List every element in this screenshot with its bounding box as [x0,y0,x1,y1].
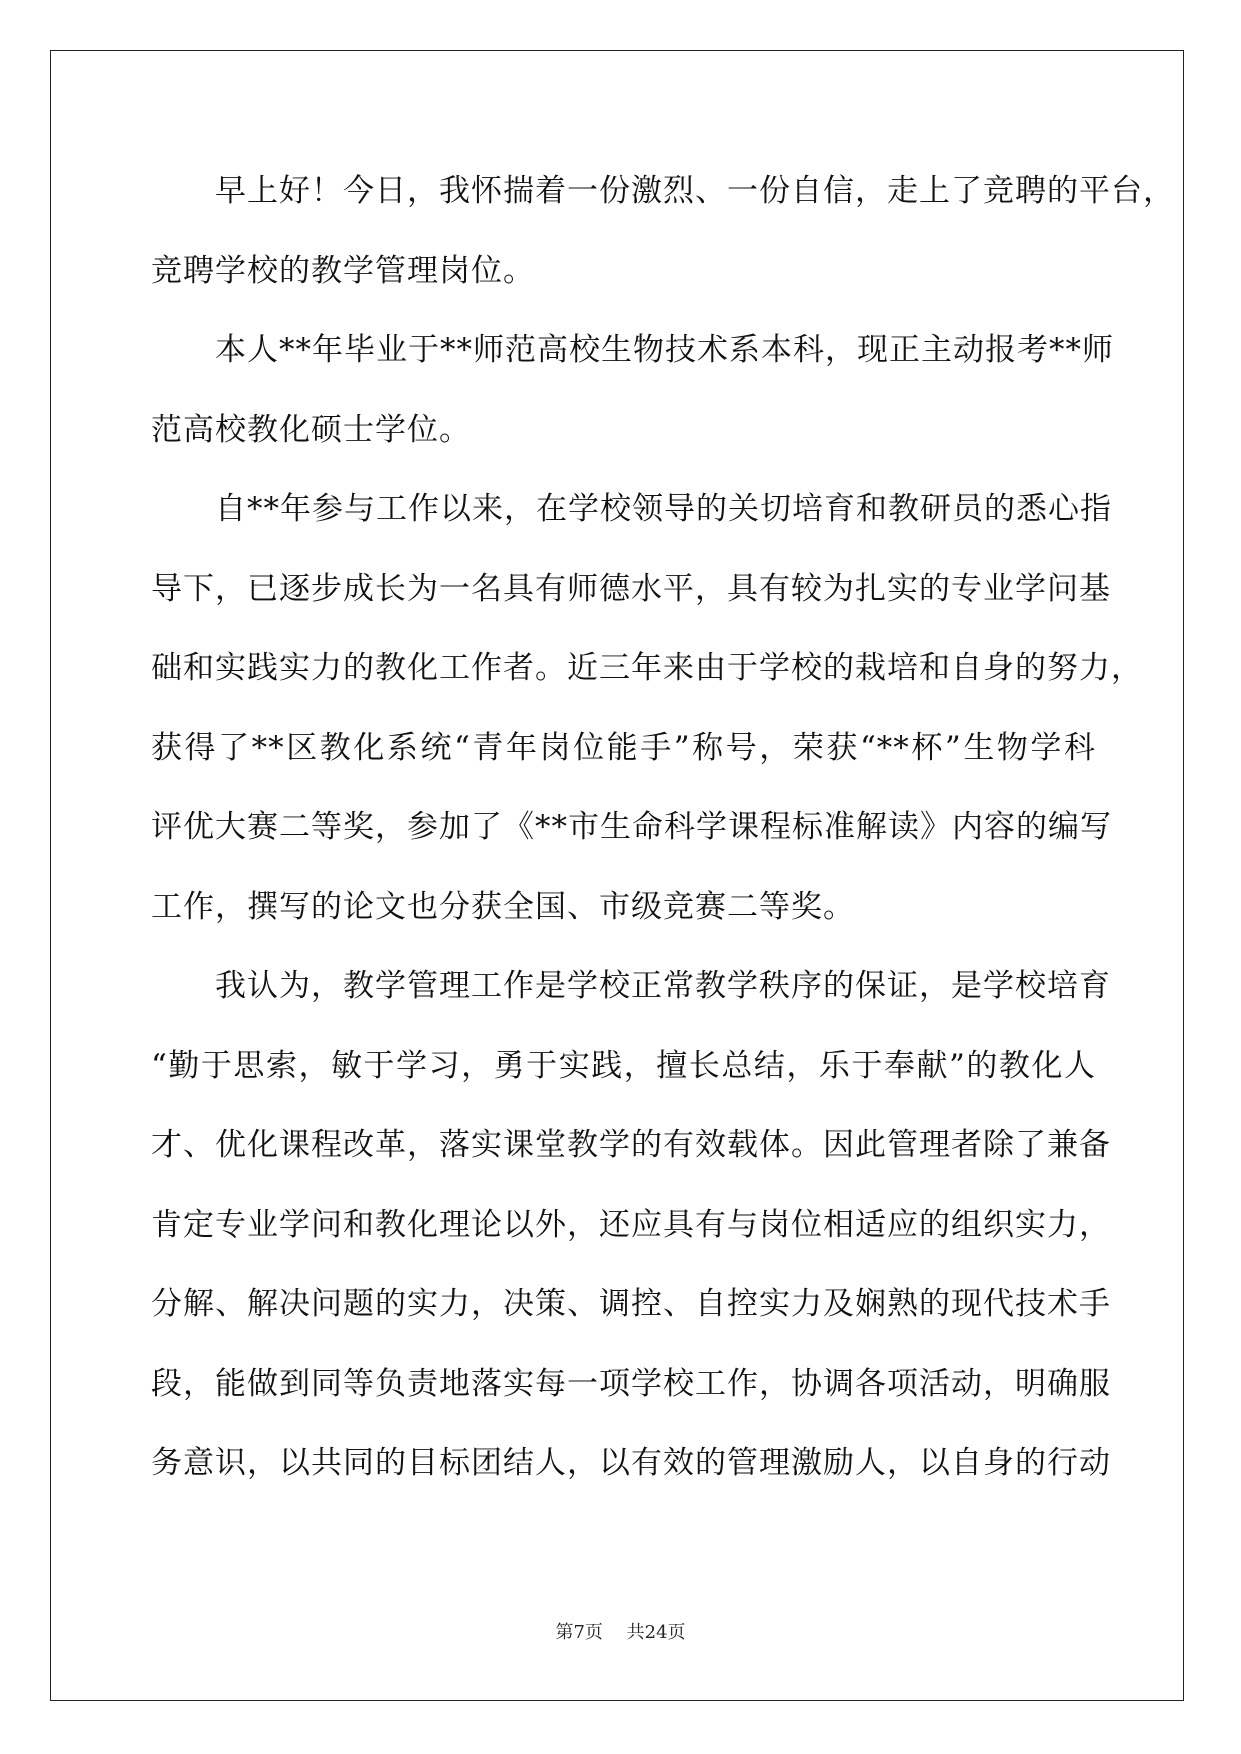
text-line: 我认为，教学管理工作是学校正常教学秩序的保证，是学校培育 [151,968,1111,1004]
text-line: 获得了**区教化系统“青年岗位能手”称号，荣获“**杯”生物学科 [151,729,1096,766]
document-body [151,160,1175,1512]
text-line: 础和实践实力的教化工作者。近三年来由于学校的栽培和自身的努力， [151,650,1143,686]
text-line: 分解、解决问题的实力，决策、调控、自控实力及娴熟的现代技术手 [151,1286,1111,1322]
text-line: 肯定专业学问和教化理论以外，还应具有与岗位相适应的组织实力， [151,1206,1111,1243]
text-line: 务意识，以共同的目标团结人，以有效的管理激励人，以自身的行动 [151,1445,1111,1481]
text-line: 范高校教化硕士学位。 [151,411,471,448]
text-line: “勤于思索，敏于学习，勇于实践，擅长总结，乐于奉献”的教化人 [151,1047,1096,1084]
text-line: 自**年参与工作以来，在学校领导的关切培育和教研员的悉心指 [151,491,1112,527]
page-number: 第7页 [555,1622,603,1643]
text-line: 工作，撰写的论文也分获全国、市级竞赛二等奖。 [151,888,855,925]
text-line: 评优大赛二等奖，参加了《**市生命科学课程标准解读》内容的编写 [151,809,1112,845]
page-footer [0,1618,1241,1644]
text-line: 本人**年毕业于**师范高校生物技术系本科，现正主动报考**师 [151,332,1114,368]
text-line: 段，能做到同等负责地落实每一项学校工作，协调各项活动，明确服 [151,1365,1111,1402]
text-line: 竞聘学校的教学管理岗位。 [151,252,535,289]
page-total: 共24页 [626,1622,686,1643]
text-line: 早上好！今日，我怀揣着一份激烈、一份自信，走上了竞聘的平台， [151,173,1175,209]
text-line: 导下，已逐步成长为一名具有师德水平，具有较为扎实的专业学问基 [151,570,1111,607]
text-line: 才、优化课程改革，落实课堂教学的有效载体。因此管理者除了兼备 [151,1127,1111,1163]
